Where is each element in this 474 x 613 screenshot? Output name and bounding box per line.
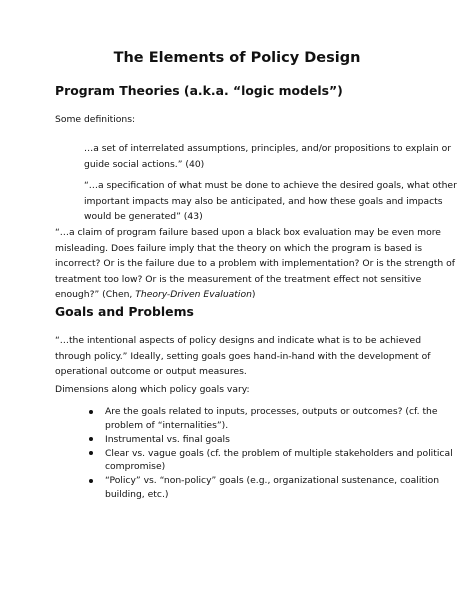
section-heading-program-theories: Program Theories (a.k.a. “logic models”) — [55, 83, 343, 98]
dimensions-intro: Dimensions along which policy goals vary: — [55, 384, 250, 395]
bullet-icon — [89, 479, 93, 483]
bullet-icon — [89, 410, 93, 414]
chen-quote-paragraph — [55, 225, 460, 303]
list-item — [84, 405, 458, 432]
chen-quote-close: ) — [251, 289, 256, 301]
definition-2: “…a specification of what must be done to achieve the desired goals, what other important impacts may also be anticipated, and how these goals and impacts would be generated” (43) — [84, 180, 457, 223]
list-item — [84, 474, 458, 501]
goals-quote-paragraph: “…the intentional aspects of policy designs and indicate what is to be achieved through policy.” Ideally, setting goals goes hand-in-hand with the development of operational outcome or output measures. — [55, 335, 431, 378]
list-item-text: “Policy” vs. “non-policy” goals (e.g., organizational sustenance, coalition building, etc.) — [105, 475, 440, 501]
list-item — [84, 433, 458, 447]
section-heading-goals-problems: Goals and Problems — [55, 304, 194, 319]
list-item-text: Are the goals related to inputs, processes, outputs or outcomes? (cf. the problem of “internalities”). — [105, 406, 438, 431]
chen-quote-source: Theory-Driven Evaluation — [135, 289, 252, 301]
bullet-icon — [89, 451, 93, 455]
definition-1: …a set of interrelated assumptions, principles, and/or propositions to explain or guide social actions.” (40) — [84, 143, 452, 170]
policy-goal-dimensions-list — [84, 405, 458, 502]
list-item — [84, 447, 458, 474]
bullet-icon — [89, 437, 93, 441]
list-item-text: Instrumental vs. final goals — [105, 433, 230, 445]
chen-quote-text: “…a claim of program failure based upon a black box evaluation may be even more misleading. Does failure imply that the theory on which the program is based is incorrect? Or is the failure due to a problem with implementation? Or is the strength of treatment too low? Or is the measurement of the treatment effect not sensitive enough?” (Chen, — [55, 227, 455, 301]
definitions-intro: Some definitions: — [55, 114, 136, 125]
list-item-text: Clear vs. vague goals (cf. the problem of multiple stakeholders and political compromise) — [105, 447, 453, 473]
page-title: The Elements of Policy Design — [113, 50, 361, 66]
